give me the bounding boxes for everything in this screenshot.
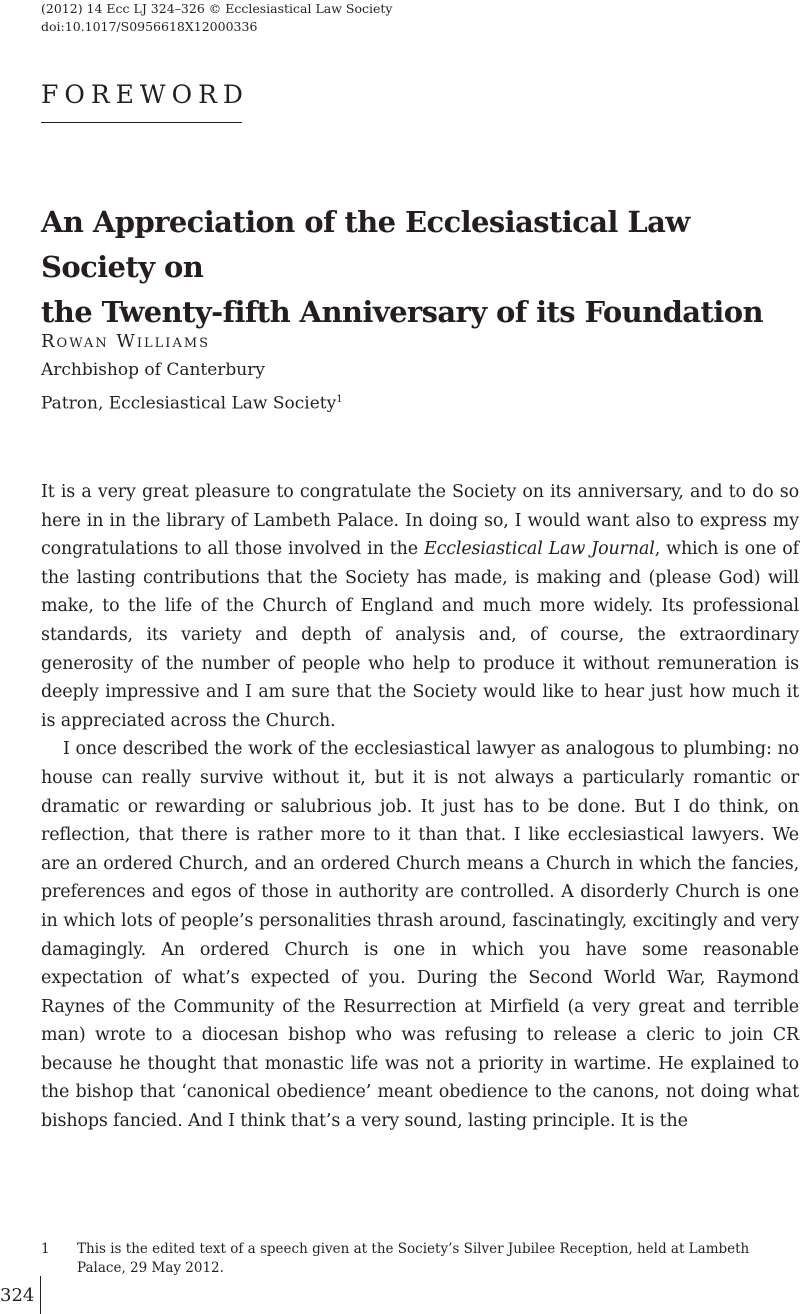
title-line-2: the Twenty-fifth Anniversary of its Foundation [41, 295, 763, 329]
article-title [41, 200, 800, 335]
author-role: Archbishop of Canterbury [41, 360, 265, 380]
paragraph-2: I once described the work of the ecclesiastical lawyer as analogous to plumbing: no house can really survive without it, but it is not always a particularly romantic or dramatic or rewarding or salubrious job. It just has to be done. But I do think, on reflection, that there is rather more to it than that. I like ecclesiastical lawyers. We are an ordered Church, and an ordered Church means a Church in which the fancies, preferences and egos of those in authority are controlled. A disorderly Church is one in which lots of people’s personalities thrash around, fascinatingly, excitingly and very damagingly. An ordered Church is one in which you have some reasonable expectation of what’s expected of you. During the Second World War, Raymond Raynes of the Community of the Resurrection at Mirfield (a very great and terrible man) wrote to a diocesan bishop who was refusing to release a cleric to join CR because he thought that monastic life was not a priority in wartime. He explained to the bishop that ‘canonical obedience’ meant obedience to the canons, not doing what bishops fancied. And I think that’s a very sound, lasting principle. It is the [41, 739, 799, 1132]
paragraph-1-part-b: , which is one of the lasting contributions that the Society has made, is making and (please God) will make, to the life of the Church of England and much more widely. Its professional standards, its variety and depth of analysis and, of course, the extraordinary generosity of the number of people who help to produce it without remuneration is deeply impressive and I am sure that the Society would like to hear just how much it is appreciated across the Church. [41, 539, 800, 731]
section-heading: FOREWORD [41, 80, 249, 109]
journal-citation [41, 0, 392, 36]
author-name: Rowan Williams [41, 331, 211, 352]
author-block [41, 327, 343, 419]
doi-line: doi:10.1017/S0956618X12000336 [41, 19, 258, 34]
footnote-number: 1 [41, 1241, 50, 1257]
journal-name-italic: Ecclesiastical Law Journal [423, 539, 655, 560]
author-patron: Patron, Ecclesiastical Law Society [41, 393, 337, 414]
section-divider [41, 122, 242, 123]
author-affiliation [41, 385, 343, 419]
paragraph-1 [41, 478, 799, 735]
citation-line: (2012) 14 Ecc LJ 324–326 © Ecclesiastical Law Society [41, 1, 393, 16]
title-line-1: An Appreciation of the Ecclesiastical Law Society on [41, 205, 690, 284]
article-body [41, 478, 799, 1136]
footnote-marker[interactable]: 1 [336, 394, 343, 405]
footnote [41, 1240, 799, 1278]
paragraph-1-part-a: It is a very great pleasure to congratulate the Society on its anniversary, and to do so here in in the library of Lambeth Palace. In doing so, I would want also to express my congratulations to all those involved in the [41, 482, 799, 560]
footnote-text: This is the edited text of a speech given at the Society’s Silver Jubilee Reception, held at Lambeth Palace, 29 May 2012. [77, 1241, 750, 1276]
page-number-bar [40, 1276, 41, 1314]
page-number: 324 [0, 1285, 35, 1306]
